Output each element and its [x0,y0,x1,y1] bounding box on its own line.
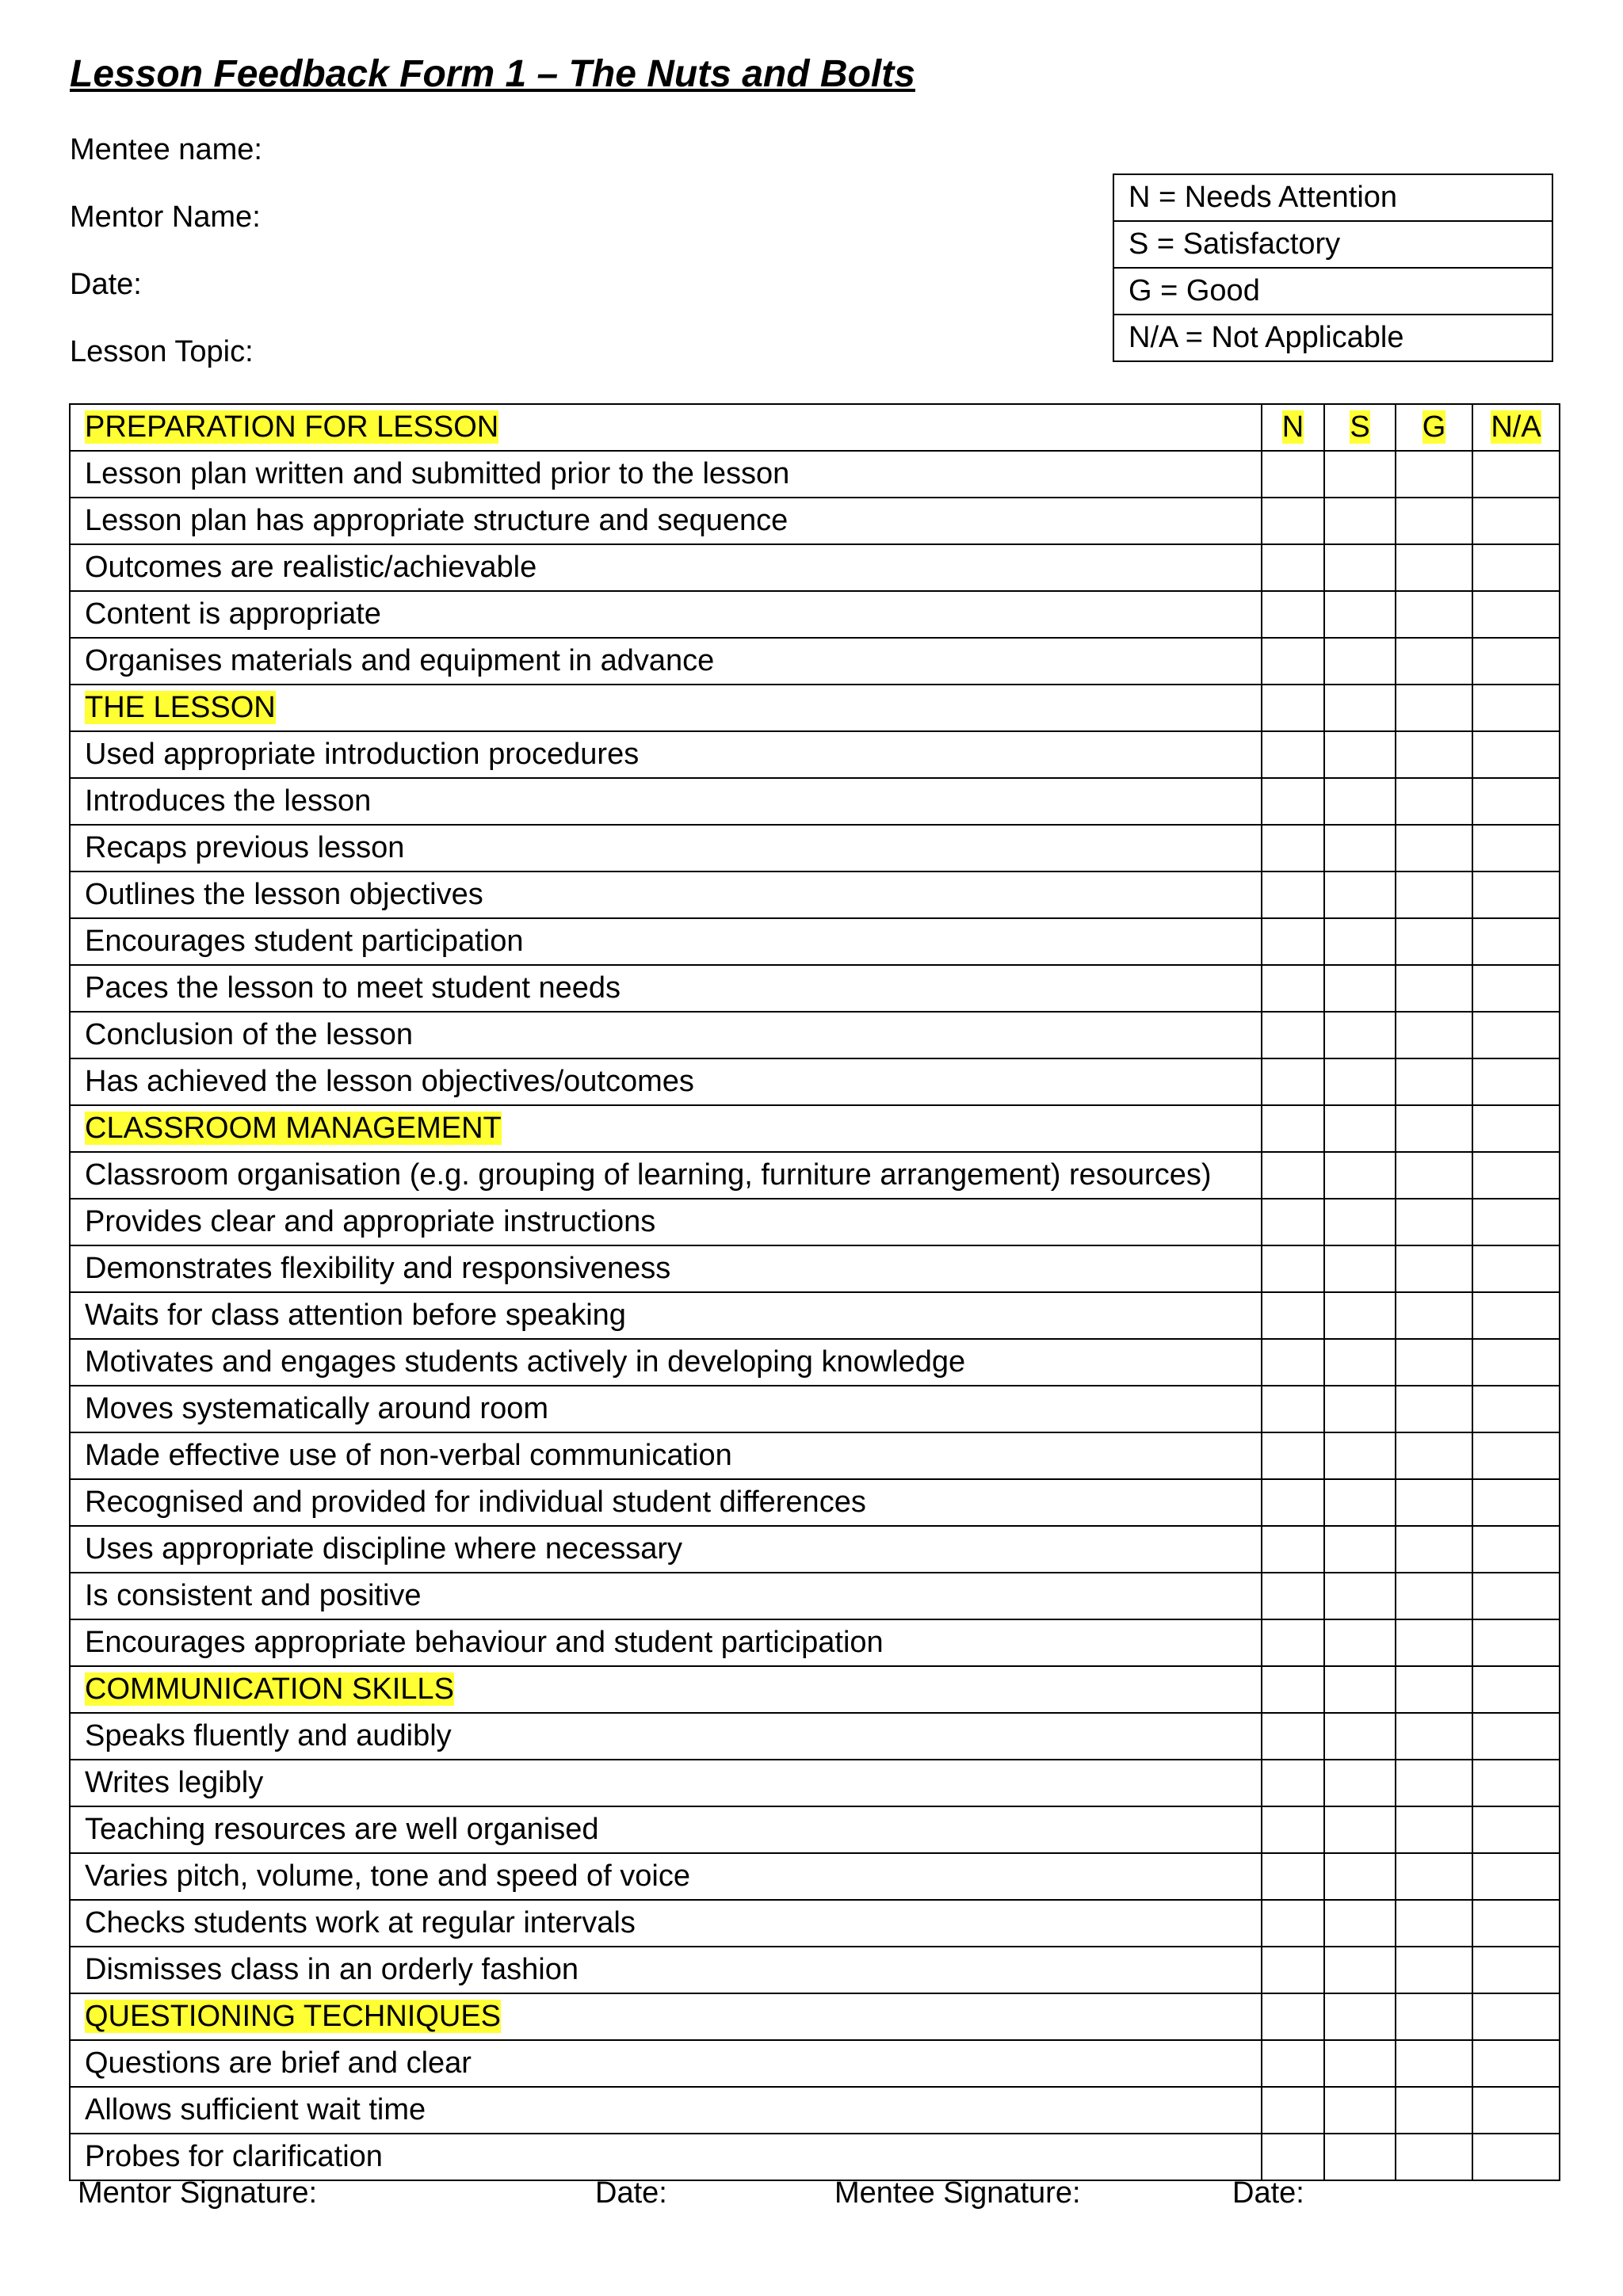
legend-not-applicable: N/A = Not Applicable [1113,315,1552,361]
rating-cell-s[interactable] [1324,498,1396,544]
rating-cell-na[interactable] [1472,1432,1560,1479]
rating-cell-n[interactable] [1262,1713,1324,1760]
rating-cell-g[interactable] [1396,2040,1472,2087]
rating-cell-na[interactable] [1472,1853,1560,1900]
rating-cell-n[interactable] [1262,1292,1324,1339]
criterion-label [70,451,1262,498]
rating-cell-g[interactable] [1396,1386,1472,1432]
criterion-label [70,1386,1262,1432]
criterion-label [70,1292,1262,1339]
rating-cell-na[interactable] [1472,1012,1560,1058]
criterion-label [70,778,1262,825]
criterion-label [70,1806,1262,1853]
section-title [70,1666,1262,1713]
rating-cell-n[interactable] [1262,544,1324,591]
criterion-label [70,871,1262,918]
criterion-text: Writes legibly [85,1766,264,1799]
rating-cell-g[interactable] [1396,2134,1472,2180]
rating-cell-na[interactable] [1472,1806,1560,1853]
rating-header-text: N [1281,410,1304,444]
rating-cell-n[interactable] [1262,451,1324,498]
criterion-text: Dismisses class in an orderly fashion [85,1953,579,1986]
rating-cell-n[interactable] [1262,1386,1324,1432]
criterion-row [70,1947,1560,1993]
rating-cell-g[interactable] [1396,1900,1472,1947]
rating-cell-g[interactable] [1396,1012,1472,1058]
rating-cell-na[interactable] [1472,1292,1560,1339]
rating-cell-n[interactable] [1262,1012,1324,1058]
criterion-text: Uses appropriate discipline where necessary [85,1532,683,1566]
criterion-row [70,1292,1560,1339]
section-title-text: THE LESSON [85,691,276,724]
rating-header-n [1262,404,1324,451]
criterion-label [70,1619,1262,1666]
rating-cell-g[interactable] [1396,1853,1472,1900]
rating-cell-s[interactable] [1324,1012,1396,1058]
section-title-text: PREPARATION FOR LESSON [85,410,499,444]
criterion-text: Outcomes are realistic/achievable [85,551,537,584]
rating-cell-na[interactable] [1472,778,1560,825]
rating-header-text: S [1350,410,1370,444]
criterion-label [70,1526,1262,1573]
criterion-label [70,1573,1262,1619]
criterion-label [70,544,1262,591]
rating-cell-g[interactable] [1396,1199,1472,1245]
rating-cell-na [1472,685,1560,731]
criterion-text: Provides clear and appropriate instructions [85,1205,656,1238]
criterion-row [70,1900,1560,1947]
criterion-row [70,1526,1560,1573]
criterion-label [70,825,1262,871]
criterion-row [70,544,1560,591]
criterion-label [70,1713,1262,1760]
criterion-row [70,1432,1560,1479]
rating-cell-n[interactable] [1262,1526,1324,1573]
rating-cell-na[interactable] [1472,1947,1560,1993]
mentee-signature-label: Mentee Signature: [834,2176,1081,2210]
rating-cell-g[interactable] [1396,2087,1472,2134]
criterion-text: Is consistent and positive [85,1579,422,1612]
rating-cell-na[interactable] [1472,1245,1560,1292]
date-label: Date: [70,268,142,301]
rating-cell-g[interactable] [1396,731,1472,778]
rating-cell-n[interactable] [1262,1339,1324,1386]
rating-cell-g[interactable] [1396,825,1472,871]
rating-cell-s[interactable] [1324,1713,1396,1760]
mentee-date-label: Date: [1232,2176,1304,2210]
rating-cell-n[interactable] [1262,2040,1324,2087]
rating-cell-g[interactable] [1396,871,1472,918]
rating-cell-s[interactable] [1324,1619,1396,1666]
criterion-label [70,498,1262,544]
rating-cell-g[interactable] [1396,451,1472,498]
rating-cell-g[interactable] [1396,918,1472,965]
rating-cell-na[interactable] [1472,498,1560,544]
criterion-text: Made effective use of non-verbal communication [85,1439,732,1472]
rating-cell-s[interactable] [1324,778,1396,825]
criterion-text: Waits for class attention before speaking [85,1299,626,1332]
rating-cell-s[interactable] [1324,1806,1396,1853]
criterion-label [70,1479,1262,1526]
rating-cell-g[interactable] [1396,1292,1472,1339]
criterion-row [70,731,1560,778]
rating-cell-s[interactable] [1324,871,1396,918]
rating-cell-s[interactable] [1324,1853,1396,1900]
criterion-text: Has achieved the lesson objectives/outcomes [85,1065,694,1098]
rating-cell-n[interactable] [1262,825,1324,871]
rating-cell-n[interactable] [1262,778,1324,825]
page-title: Lesson Feedback Form 1 – The Nuts and Bolts [70,53,915,95]
rating-cell-na[interactable] [1472,918,1560,965]
criterion-row [70,638,1560,685]
rating-cell-g [1396,1666,1472,1713]
rating-cell-na[interactable] [1472,2134,1560,2180]
rating-cell-g[interactable] [1396,1619,1472,1666]
rating-cell-g[interactable] [1396,1573,1472,1619]
criterion-row [70,1339,1560,1386]
section-title [70,404,1262,451]
rating-cell-n[interactable] [1262,1760,1324,1806]
criterion-label [70,1760,1262,1806]
criterion-text: Checks students work at regular intervals [85,1906,636,1939]
rating-cell-na[interactable] [1472,1526,1560,1573]
rating-header-g [1396,404,1472,451]
section-header-row [70,685,1560,731]
rating-cell-s[interactable] [1324,1292,1396,1339]
rating-cell-s [1324,1993,1396,2040]
rating-cell-g[interactable] [1396,544,1472,591]
section-header-row [70,404,1560,451]
criterion-row [70,2040,1560,2087]
criterion-text: Encourages student participation [85,925,524,958]
rating-cell-s[interactable] [1324,638,1396,685]
rating-cell-s[interactable] [1324,1900,1396,1947]
rating-header-s [1324,404,1396,451]
rating-cell-s[interactable] [1324,965,1396,1012]
rating-cell-na[interactable] [1472,1199,1560,1245]
rating-cell-s[interactable] [1324,825,1396,871]
criterion-row [70,825,1560,871]
criterion-label [70,1199,1262,1245]
criterion-text: Questions are brief and clear [85,2046,472,2080]
section-header-row [70,1666,1560,1713]
criterion-label [70,2134,1262,2180]
rating-cell-na[interactable] [1472,1900,1560,1947]
criterion-label [70,591,1262,638]
rating-cell-g[interactable] [1396,1432,1472,1479]
criterion-label [70,1947,1262,1993]
criterion-text: Conclusion of the lesson [85,1018,414,1051]
rating-cell-g [1396,1993,1472,2040]
rating-cell-na[interactable] [1472,1619,1560,1666]
rating-header-text: N/A [1491,410,1541,444]
criterion-row [70,1479,1560,1526]
rating-cell-g [1396,685,1472,731]
rating-cell-g[interactable] [1396,498,1472,544]
rating-cell-s [1324,685,1396,731]
rating-cell-na[interactable] [1472,871,1560,918]
criterion-label [70,965,1262,1012]
rating-legend [1113,174,1553,362]
rating-cell-n [1262,685,1324,731]
criterion-label [70,2040,1262,2087]
criterion-row [70,1713,1560,1760]
rating-cell-s[interactable] [1324,1947,1396,1993]
rating-cell-n[interactable] [1262,638,1324,685]
criterion-row [70,2134,1560,2180]
rating-cell-n [1262,1105,1324,1152]
rating-cell-n[interactable] [1262,1806,1324,1853]
rating-cell-n[interactable] [1262,1853,1324,1900]
rating-cell-n[interactable] [1262,498,1324,544]
rating-cell-na[interactable] [1472,1058,1560,1105]
rating-header-na [1472,404,1560,451]
rating-cell-g[interactable] [1396,1479,1472,1526]
mentor-name-label: Mentor Name: [70,200,261,234]
rating-cell-s[interactable] [1324,1386,1396,1432]
rating-cell-n[interactable] [1262,1058,1324,1105]
rating-cell-s[interactable] [1324,1058,1396,1105]
criterion-label [70,1012,1262,1058]
criterion-row [70,1853,1560,1900]
rating-cell-n[interactable] [1262,918,1324,965]
rating-cell-na [1472,1105,1560,1152]
rating-cell-n [1262,1666,1324,1713]
criterion-label [70,2087,1262,2134]
rating-cell-s[interactable] [1324,2087,1396,2134]
legend-satisfactory: S = Satisfactory [1113,221,1552,268]
rating-cell-g[interactable] [1396,1806,1472,1853]
feedback-table [69,403,1560,2181]
rating-cell-n[interactable] [1262,2087,1324,2134]
criterion-row [70,498,1560,544]
criterion-text: Moves systematically around room [85,1392,548,1425]
criterion-row [70,1619,1560,1666]
criterion-text: Recognised and provided for individual student differences [85,1486,866,1519]
rating-cell-g[interactable] [1396,1152,1472,1199]
section-title-text: COMMUNICATION SKILLS [85,1672,454,1706]
rating-cell-s [1324,1666,1396,1713]
criterion-row [70,1245,1560,1292]
criterion-text: Lesson plan written and submitted prior to the lesson [85,457,790,490]
legend-needs-attention: N = Needs Attention [1113,174,1552,221]
rating-header-text: G [1422,410,1446,444]
criterion-label [70,1058,1262,1105]
rating-cell-n[interactable] [1262,1900,1324,1947]
rating-cell-s [1324,1105,1396,1152]
rating-cell-n[interactable] [1262,731,1324,778]
criterion-text: Introduces the lesson [85,784,372,818]
criterion-row [70,1152,1560,1199]
rating-cell-n[interactable] [1262,871,1324,918]
criterion-text: Organises materials and equipment in advance [85,644,715,677]
criterion-text: Recaps previous lesson [85,831,405,864]
rating-cell-s[interactable] [1324,1573,1396,1619]
rating-cell-na[interactable] [1472,1713,1560,1760]
criterion-text: Motivates and engages students actively in developing knowledge [85,1345,966,1379]
criterion-text: Speaks fluently and audibly [85,1719,452,1753]
rating-cell-na[interactable] [1472,544,1560,591]
rating-cell-s[interactable] [1324,1526,1396,1573]
criterion-text: Teaching resources are well organised [85,1813,599,1846]
rating-cell-na[interactable] [1472,731,1560,778]
rating-cell-na[interactable] [1472,1760,1560,1806]
rating-cell-g[interactable] [1396,1760,1472,1806]
rating-cell-n[interactable] [1262,1245,1324,1292]
criterion-text: Probes for clarification [85,2140,383,2173]
rating-cell-s[interactable] [1324,544,1396,591]
criterion-text: Outlines the lesson objectives [85,878,483,911]
rating-cell-na[interactable] [1472,638,1560,685]
criterion-label [70,638,1262,685]
rating-cell-g[interactable] [1396,1245,1472,1292]
criterion-row [70,591,1560,638]
mentor-signature-label: Mentor Signature: [78,2176,318,2210]
rating-cell-na[interactable] [1472,2040,1560,2087]
section-title [70,1993,1262,2040]
rating-cell-n[interactable] [1262,1573,1324,1619]
rating-cell-na[interactable] [1472,825,1560,871]
mentor-date-label: Date: [595,2176,667,2210]
rating-cell-s[interactable] [1324,451,1396,498]
section-title [70,1105,1262,1152]
section-header-row [70,1993,1560,2040]
criterion-text: Classroom organisation (e.g. grouping of learning, furniture arrangement) resources) [85,1158,1212,1192]
criterion-row [70,451,1560,498]
legend-good: G = Good [1113,268,1552,315]
criterion-row [70,1760,1560,1806]
rating-cell-n [1262,1993,1324,2040]
rating-cell-s[interactable] [1324,1199,1396,1245]
rating-cell-s[interactable] [1324,591,1396,638]
criterion-row [70,1012,1560,1058]
criterion-row [70,2087,1560,2134]
rating-cell-s[interactable] [1324,1432,1396,1479]
rating-cell-g[interactable] [1396,1058,1472,1105]
criterion-label [70,1853,1262,1900]
rating-cell-n[interactable] [1262,1199,1324,1245]
rating-cell-g[interactable] [1396,638,1472,685]
criterion-row [70,1386,1560,1432]
rating-cell-s[interactable] [1324,731,1396,778]
rating-cell-g [1396,1105,1472,1152]
rating-cell-na [1472,1993,1560,2040]
criterion-label [70,731,1262,778]
rating-cell-s[interactable] [1324,1245,1396,1292]
rating-cell-n[interactable] [1262,2134,1324,2180]
section-title-text: QUESTIONING TECHNIQUES [85,2000,502,2033]
rating-cell-n[interactable] [1262,1619,1324,1666]
criterion-row [70,965,1560,1012]
rating-cell-na[interactable] [1472,1386,1560,1432]
criterion-text: Demonstrates flexibility and responsiveness [85,1252,671,1285]
rating-cell-na[interactable] [1472,451,1560,498]
criterion-label [70,1432,1262,1479]
rating-cell-s[interactable] [1324,1339,1396,1386]
criterion-label [70,1339,1262,1386]
criterion-text: Content is appropriate [85,597,381,631]
rating-cell-g[interactable] [1396,591,1472,638]
mentee-name-label: Mentee name: [70,133,262,166]
rating-cell-s[interactable] [1324,1152,1396,1199]
criterion-label [70,1152,1262,1199]
rating-cell-na[interactable] [1472,1339,1560,1386]
criterion-text: Varies pitch, volume, tone and speed of voice [85,1859,690,1893]
rating-cell-na[interactable] [1472,2087,1560,2134]
rating-cell-g[interactable] [1396,1713,1472,1760]
rating-cell-s[interactable] [1324,2040,1396,2087]
rating-cell-s[interactable] [1324,2134,1396,2180]
criterion-text: Used appropriate introduction procedures [85,738,640,771]
rating-cell-g[interactable] [1396,778,1472,825]
rating-cell-n[interactable] [1262,965,1324,1012]
section-header-row [70,1105,1560,1152]
criterion-row [70,1806,1560,1853]
rating-cell-n[interactable] [1262,1479,1324,1526]
rating-cell-n[interactable] [1262,1432,1324,1479]
criterion-row [70,918,1560,965]
criterion-row [70,1058,1560,1105]
rating-cell-g[interactable] [1396,1526,1472,1573]
criterion-text: Encourages appropriate behaviour and student participation [85,1626,884,1659]
rating-cell-na[interactable] [1472,965,1560,1012]
rating-cell-g[interactable] [1396,965,1472,1012]
criterion-label [70,918,1262,965]
criterion-label [70,1245,1262,1292]
section-title-text: CLASSROOM MANAGEMENT [85,1112,502,1145]
section-title [70,685,1262,731]
criterion-row [70,1573,1560,1619]
rating-cell-na [1472,1666,1560,1713]
rating-cell-na[interactable] [1472,1152,1560,1199]
rating-cell-s[interactable] [1324,1760,1396,1806]
criterion-label [70,1900,1262,1947]
rating-cell-n[interactable] [1262,1947,1324,1993]
lesson-topic-label: Lesson Topic: [70,335,254,368]
criterion-text: Paces the lesson to meet student needs [85,971,621,1005]
criterion-text: Allows sufficient wait time [85,2093,426,2126]
rating-cell-n[interactable] [1262,591,1324,638]
criterion-row [70,778,1560,825]
rating-cell-na[interactable] [1472,591,1560,638]
rating-cell-g[interactable] [1396,1947,1472,1993]
rating-cell-s[interactable] [1324,1479,1396,1526]
rating-cell-n[interactable] [1262,1152,1324,1199]
criterion-text: Lesson plan has appropriate structure and sequence [85,504,789,537]
rating-cell-na[interactable] [1472,1479,1560,1526]
rating-cell-na[interactable] [1472,1573,1560,1619]
rating-cell-g[interactable] [1396,1339,1472,1386]
rating-cell-s[interactable] [1324,918,1396,965]
criterion-row [70,871,1560,918]
criterion-row [70,1199,1560,1245]
